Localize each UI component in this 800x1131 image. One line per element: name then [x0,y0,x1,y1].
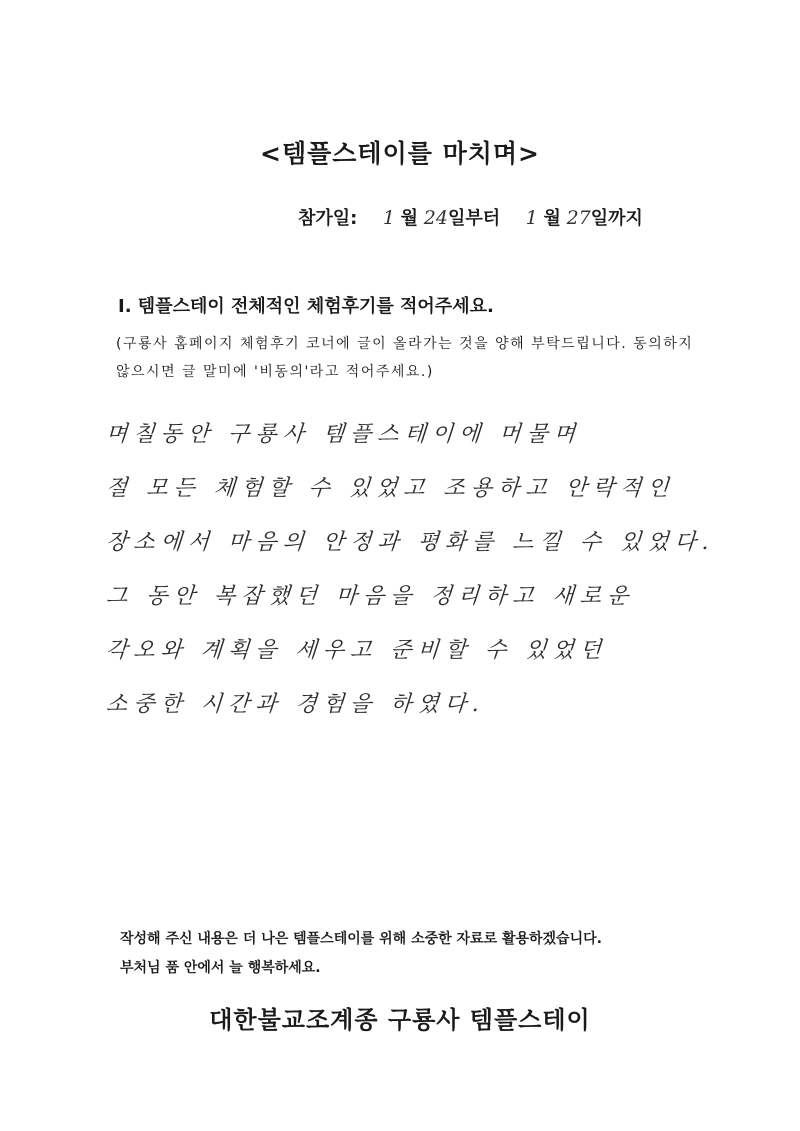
end-month-value: 1 [525,207,538,229]
participation-period [298,204,643,230]
handwritten-answer [106,408,726,732]
start-month-value: 1 [382,207,395,229]
period-label: 참가일: [298,208,358,229]
start-day-suffix: 일부터 [447,208,501,229]
question-note: (구룡사 홈페이지 체험후기 코너에 글이 올라가는 것을 양해 부탁드립니다. 동의하지 않으시면 글 말미에 '비동의'라고 적어주세요.) [116,336,694,380]
footer-note [120,925,700,983]
handwritten-line: 각오와 계획을 세우고 준비할 수 있었던 [105,638,608,663]
handwritten-line: 소중한 시간과 경험을 하였다. [105,692,486,717]
footer-line-1: 작성해 주신 내용은 더 나은 템플스테이를 위해 소중한 자료로 활용하겠습니다. [120,931,602,947]
organization-name: 대한불교조계종 구룡사 템플스테이 [209,1006,591,1034]
footer-line-2: 부처님 품 안에서 늘 행복하세요. [120,960,321,976]
handwritten-line: 며칠동안 구룡사 템플스테이에 머물며 [105,422,582,447]
handwritten-line: 그 동안 복잡했던 마음을 정리하고 새로운 [105,584,636,609]
end-month-unit: 월 [543,208,561,229]
start-day-value: 24 [423,207,448,229]
end-day-suffix: 일까지 [590,208,643,229]
handwritten-line: 절 모든 체험할 수 있었고 조용하고 안락적인 [105,476,676,501]
question-heading: I. 템플스테이 전체적인 체험후기를 적어주세요. [118,296,494,317]
end-day-value: 27 [566,207,591,229]
form-title: <템플스테이를 마치며> [260,139,540,168]
start-month-unit: 월 [400,208,419,229]
handwritten-line: 장소에서 마음의 안정과 평화를 느낄 수 있었다. [105,530,716,555]
